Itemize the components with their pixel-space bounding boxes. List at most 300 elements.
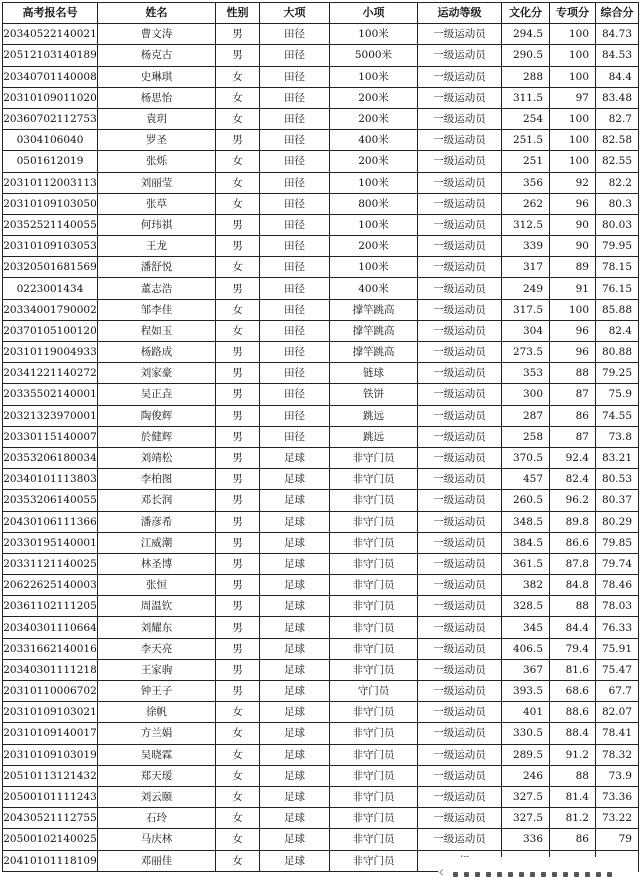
cell-total-score: 82.2: [596, 172, 639, 193]
cell-level: 一级运动员: [418, 45, 502, 66]
cell-name: 曹文涛: [98, 24, 216, 45]
cell-name: 王龙: [98, 236, 216, 257]
cell-total-score: 67.7: [596, 681, 639, 702]
chevron-left-icon: ‹: [438, 861, 445, 881]
cell-name: 吴正垚: [98, 384, 216, 405]
table-row: [3, 405, 639, 426]
cell-name: 杨思怡: [98, 87, 216, 108]
cell-name: 刘耀东: [98, 617, 216, 638]
table-row: [3, 278, 639, 299]
cell-special-score: 87: [550, 384, 596, 405]
cell-category: 田径: [260, 363, 330, 384]
cell-culture-score: 356: [502, 172, 550, 193]
cell-total-score: 79.85: [596, 532, 639, 553]
cell-name: 张烁: [98, 151, 216, 172]
cell-culture-score: 348.5: [502, 511, 550, 532]
cell-culture-score: 317: [502, 257, 550, 278]
cell-total-score: 79: [596, 829, 639, 850]
cell-exam-id: 20353206180034: [3, 447, 98, 468]
cell-special-score: 91.2: [550, 744, 596, 765]
cell-gender: 男: [216, 532, 260, 553]
cell-total-score: 78.15: [596, 257, 639, 278]
cell-level: 一级运动员: [418, 596, 502, 617]
cell-culture-score: 304: [502, 320, 550, 341]
table-row: [3, 469, 639, 490]
cell-event: 非守门员: [330, 617, 418, 638]
cell-exam-id: 20335502140001: [3, 384, 98, 405]
cell-exam-id: 20340301110664: [3, 617, 98, 638]
cell-culture-score: 311.5: [502, 87, 550, 108]
cell-exam-id: 20622625140003: [3, 575, 98, 596]
cell-gender: 男: [216, 490, 260, 511]
cell-total-score: 84.73: [596, 24, 639, 45]
header-total-score: 综合分: [596, 3, 639, 24]
cell-gender: 女: [216, 808, 260, 829]
cell-event: 非守门员: [330, 575, 418, 596]
cell-culture-score: 361.5: [502, 553, 550, 574]
cell-level: 一级运动员: [418, 130, 502, 151]
cell-special-score: 89: [550, 257, 596, 278]
cell-gender: 男: [216, 214, 260, 235]
cell-level: 一级运动员: [418, 108, 502, 129]
header-exam-id: 高考报名号: [3, 3, 98, 24]
header-row: [3, 3, 639, 24]
cell-level: 一级运动员: [418, 744, 502, 765]
cell-name: 刘丽莹: [98, 172, 216, 193]
table-row: [3, 765, 639, 786]
cell-name: 袁玥: [98, 108, 216, 129]
cell-gender: 男: [216, 45, 260, 66]
cell-category: 足球: [260, 786, 330, 807]
cell-level: 一级运动员: [418, 278, 502, 299]
header-event: 小项: [330, 3, 418, 24]
cell-gender: 男: [216, 130, 260, 151]
cell-total-score: 79.25: [596, 363, 639, 384]
cell-special-score: 100: [550, 66, 596, 87]
cell-culture-score: 328.5: [502, 596, 550, 617]
table-row: [3, 681, 639, 702]
cell-event: 200米: [330, 87, 418, 108]
cell-special-score: 100: [550, 151, 596, 172]
cell-exam-id: 20340101113803: [3, 469, 98, 490]
cell-gender: 女: [216, 172, 260, 193]
cell-special-score: 96: [550, 320, 596, 341]
cell-event: 5000米: [330, 45, 418, 66]
cell-gender: 女: [216, 829, 260, 850]
cell-category: 足球: [260, 511, 330, 532]
cell-name: 陶俊辉: [98, 405, 216, 426]
cell-level: 一级运动员: [418, 702, 502, 723]
cell-category: 田径: [260, 384, 330, 405]
cell-gender: 女: [216, 257, 260, 278]
cell-event: 非守门员: [330, 596, 418, 617]
cell-category: 足球: [260, 490, 330, 511]
cell-exam-id: 0304106040: [3, 130, 98, 151]
cell-gender: 女: [216, 66, 260, 87]
cell-name: 何玮祺: [98, 214, 216, 235]
cell-culture-score: 289.5: [502, 744, 550, 765]
cell-exam-id: 20310110006702: [3, 681, 98, 702]
table-row: [3, 236, 639, 257]
cell-exam-id: 20320501681569: [3, 257, 98, 278]
cell-level: 一级运动员: [418, 575, 502, 596]
cell-exam-id: 20310119004933: [3, 342, 98, 363]
cell-gender: 男: [216, 469, 260, 490]
cell-level: 一级运动员: [418, 553, 502, 574]
cell-event: 100米: [330, 172, 418, 193]
cell-category: 田径: [260, 299, 330, 320]
cell-culture-score: 300: [502, 384, 550, 405]
cell-exam-id: 20310109140017: [3, 723, 98, 744]
cell-category: 田径: [260, 151, 330, 172]
table-row: [3, 151, 639, 172]
cell-category: 足球: [260, 659, 330, 680]
cell-gender: 男: [216, 405, 260, 426]
cell-special-score: 88: [550, 765, 596, 786]
cell-event: 100米: [330, 66, 418, 87]
cell-category: 田径: [260, 278, 330, 299]
cell-event: 800米: [330, 193, 418, 214]
watermark-overlay: [438, 857, 638, 885]
cell-culture-score: 382: [502, 575, 550, 596]
cell-culture-score: 367: [502, 659, 550, 680]
cell-culture-score: 384.5: [502, 532, 550, 553]
cell-level: 一级运动员: [418, 786, 502, 807]
cell-category: 足球: [260, 808, 330, 829]
table-row: [3, 617, 639, 638]
cell-culture-score: 262: [502, 193, 550, 214]
cell-event: 铁饼: [330, 384, 418, 405]
table-row: [3, 553, 639, 574]
cell-special-score: 100: [550, 108, 596, 129]
cell-level: 一级运动员: [418, 87, 502, 108]
cell-gender: 男: [216, 575, 260, 596]
cell-gender: 女: [216, 850, 260, 871]
table-row: [3, 384, 639, 405]
cell-exam-id: 20331662140016: [3, 638, 98, 659]
cell-special-score: 82.4: [550, 469, 596, 490]
cell-name: 李柏图: [98, 469, 216, 490]
cell-level: 一级运动员: [418, 469, 502, 490]
cell-culture-score: 294.5: [502, 24, 550, 45]
cell-gender: 女: [216, 108, 260, 129]
cell-total-score: 83.21: [596, 447, 639, 468]
cell-gender: 女: [216, 744, 260, 765]
cell-total-score: 80.03: [596, 214, 639, 235]
cell-level: 一级运动员: [418, 808, 502, 829]
cell-exam-id: 20334001790002: [3, 299, 98, 320]
cell-event: 守门员: [330, 681, 418, 702]
cell-culture-score: 345: [502, 617, 550, 638]
cell-total-score: 82.7: [596, 108, 639, 129]
table-row: [3, 808, 639, 829]
cell-category: 足球: [260, 447, 330, 468]
dots-icon: [450, 862, 615, 881]
cell-level: 一级运动员: [418, 363, 502, 384]
cell-level: 一级运动员: [418, 659, 502, 680]
cell-exam-id: 20510113121432: [3, 765, 98, 786]
table-row: [3, 426, 639, 447]
cell-gender: 男: [216, 426, 260, 447]
cell-total-score: 73.8: [596, 426, 639, 447]
cell-special-score: 89.8: [550, 511, 596, 532]
cell-name: 钟王子: [98, 681, 216, 702]
cell-culture-score: 260.5: [502, 490, 550, 511]
cell-gender: 男: [216, 511, 260, 532]
cell-category: 足球: [260, 850, 330, 871]
cell-gender: 男: [216, 681, 260, 702]
cell-event: 非守门员: [330, 469, 418, 490]
cell-special-score: 81.6: [550, 659, 596, 680]
table-row: [3, 575, 639, 596]
cell-event: 100米: [330, 214, 418, 235]
cell-culture-score: 401: [502, 702, 550, 723]
cell-gender: 男: [216, 553, 260, 574]
cell-name: 潘舒悦: [98, 257, 216, 278]
header-culture-score: 文化分: [502, 3, 550, 24]
cell-name: 李天亮: [98, 638, 216, 659]
cell-total-score: 84.4: [596, 66, 639, 87]
cell-special-score: 92.4: [550, 447, 596, 468]
cell-exam-id: 20310112003113: [3, 172, 98, 193]
cell-total-score: 84.53: [596, 45, 639, 66]
cell-category: 足球: [260, 638, 330, 659]
table-row: [3, 214, 639, 235]
cell-level: 一级运动员: [418, 172, 502, 193]
cell-name: 徐帆: [98, 702, 216, 723]
cell-event: 非守门员: [330, 447, 418, 468]
cell-exam-id: 20500102140025: [3, 829, 98, 850]
table-row: [3, 490, 639, 511]
table-row: [3, 638, 639, 659]
cell-event: 非守门员: [330, 490, 418, 511]
cell-special-score: 92: [550, 172, 596, 193]
cell-exam-id: 20360702112753: [3, 108, 98, 129]
cell-total-score: 79.95: [596, 236, 639, 257]
cell-category: 足球: [260, 575, 330, 596]
cell-category: 田径: [260, 214, 330, 235]
table-row: [3, 659, 639, 680]
cell-total-score: 85.88: [596, 299, 639, 320]
header-special-score: 专项分: [550, 3, 596, 24]
cell-special-score: 100: [550, 130, 596, 151]
cell-name: 林圣博: [98, 553, 216, 574]
cell-level: 一级运动员: [418, 342, 502, 363]
table-row: [3, 829, 639, 850]
cell-special-score: 84.4: [550, 617, 596, 638]
cell-category: 足球: [260, 617, 330, 638]
cell-culture-score: 336: [502, 829, 550, 850]
cell-name: 张恒: [98, 575, 216, 596]
cell-event: 200米: [330, 151, 418, 172]
cell-total-score: 75.9: [596, 384, 639, 405]
cell-total-score: 80.37: [596, 490, 639, 511]
cell-level: 一级运动员: [418, 384, 502, 405]
cell-total-score: 75.47: [596, 659, 639, 680]
cell-event: 非守门员: [330, 829, 418, 850]
cell-special-score: 86: [550, 405, 596, 426]
cell-special-score: 81.2: [550, 808, 596, 829]
cell-name: 周温钦: [98, 596, 216, 617]
table-row: [3, 66, 639, 87]
cell-level: 一级运动员: [418, 638, 502, 659]
cell-culture-score: 287: [502, 405, 550, 426]
cell-name: 郑天瑷: [98, 765, 216, 786]
table-row: [3, 342, 639, 363]
cell-level: 一级运动员: [418, 214, 502, 235]
cell-level: 一级运动员: [418, 532, 502, 553]
table-row: [3, 257, 639, 278]
cell-exam-id: 20353206140055: [3, 490, 98, 511]
cell-category: 足球: [260, 469, 330, 490]
cell-name: 潘彦希: [98, 511, 216, 532]
cell-special-score: 87: [550, 426, 596, 447]
cell-exam-id: 20430106111366: [3, 511, 98, 532]
cell-exam-id: 20500101111243: [3, 786, 98, 807]
cell-level: 一级运动员: [418, 24, 502, 45]
cell-category: 田径: [260, 320, 330, 341]
cell-special-score: 86.6: [550, 532, 596, 553]
cell-category: 田径: [260, 426, 330, 447]
cell-level: 一级运动员: [418, 681, 502, 702]
cell-culture-score: 254: [502, 108, 550, 129]
cell-culture-score: 339: [502, 236, 550, 257]
cell-exam-id: 0223001434: [3, 278, 98, 299]
cell-category: 田径: [260, 66, 330, 87]
cell-level: 一级运动员: [418, 320, 502, 341]
cell-level: 一级运动员: [418, 426, 502, 447]
cell-level: 一级运动员: [418, 236, 502, 257]
cell-special-score: 90: [550, 214, 596, 235]
cell-culture-score: 370.5: [502, 447, 550, 468]
cell-gender: 女: [216, 299, 260, 320]
cell-total-score: 78.41: [596, 723, 639, 744]
cell-special-score: 88: [550, 363, 596, 384]
table-row: [3, 532, 639, 553]
cell-name: 邓丽佳: [98, 850, 216, 871]
cell-event: 非守门员: [330, 850, 418, 871]
cell-name: 王家驹: [98, 659, 216, 680]
cell-culture-score: 312.5: [502, 214, 550, 235]
cell-gender: 女: [216, 87, 260, 108]
header-name: 姓名: [98, 3, 216, 24]
cell-event: 非守门员: [330, 511, 418, 532]
cell-category: 田径: [260, 24, 330, 45]
cell-culture-score: 393.5: [502, 681, 550, 702]
cell-gender: 女: [216, 320, 260, 341]
cell-culture-score: 258: [502, 426, 550, 447]
cell-exam-id: 20370105100120: [3, 320, 98, 341]
cell-special-score: 100: [550, 45, 596, 66]
cell-category: 足球: [260, 596, 330, 617]
cell-category: 田径: [260, 342, 330, 363]
cell-event: 非守门员: [330, 659, 418, 680]
cell-exam-id: 20512103140189: [3, 45, 98, 66]
cell-special-score: 88: [550, 596, 596, 617]
cell-special-score: 96: [550, 342, 596, 363]
cell-culture-score: 353: [502, 363, 550, 384]
cell-event: 跳远: [330, 405, 418, 426]
cell-gender: 女: [216, 786, 260, 807]
cell-level: 一级运动员: [418, 193, 502, 214]
cell-name: 石玲: [98, 808, 216, 829]
cell-category: 田径: [260, 405, 330, 426]
cell-special-score: 91: [550, 278, 596, 299]
cell-name: 邓长润: [98, 490, 216, 511]
cell-culture-score: 317.5: [502, 299, 550, 320]
cell-special-score: 86: [550, 829, 596, 850]
cell-category: 田径: [260, 236, 330, 257]
cell-name: 马庆林: [98, 829, 216, 850]
cell-exam-id: 20310109103050: [3, 193, 98, 214]
cell-exam-id: 20331121140025: [3, 553, 98, 574]
cell-level: 一级运动员: [418, 765, 502, 786]
cell-total-score: 80.29: [596, 511, 639, 532]
cell-level: 一级运动员: [418, 829, 502, 850]
cell-total-score: 74.55: [596, 405, 639, 426]
cell-category: 足球: [260, 681, 330, 702]
table-row: [3, 723, 639, 744]
cell-culture-score: 457: [502, 469, 550, 490]
cell-exam-id: 20352521140055: [3, 214, 98, 235]
cell-gender: 男: [216, 278, 260, 299]
cell-event: 非守门员: [330, 808, 418, 829]
cell-total-score: 73.9: [596, 765, 639, 786]
cell-level: 一级运动员: [418, 617, 502, 638]
cell-category: 田径: [260, 193, 330, 214]
cell-total-score: 80.88: [596, 342, 639, 363]
header-gender: 性别: [216, 3, 260, 24]
cell-event: 撑竿跳高: [330, 299, 418, 320]
cell-gender: 女: [216, 151, 260, 172]
cell-gender: 女: [216, 765, 260, 786]
cell-exam-id: 20430521112755: [3, 808, 98, 829]
cell-event: 撑竿跳高: [330, 342, 418, 363]
table-row: [3, 24, 639, 45]
cell-exam-id: 20340522140021: [3, 24, 98, 45]
cell-category: 田径: [260, 130, 330, 151]
table-row: [3, 172, 639, 193]
cell-culture-score: 330.5: [502, 723, 550, 744]
cell-event: 撑竿跳高: [330, 320, 418, 341]
cell-event: 200米: [330, 236, 418, 257]
cell-exam-id: 20361102111205: [3, 596, 98, 617]
cell-gender: 女: [216, 193, 260, 214]
table-row: [3, 786, 639, 807]
cell-event: 200米: [330, 108, 418, 129]
cell-gender: 女: [216, 723, 260, 744]
cell-level: 一级运动员: [418, 66, 502, 87]
cell-event: 非守门员: [330, 786, 418, 807]
table-row: [3, 108, 639, 129]
cell-gender: 男: [216, 617, 260, 638]
cell-level: 一级运动员: [418, 490, 502, 511]
cell-gender: 男: [216, 384, 260, 405]
cell-total-score: 78.46: [596, 575, 639, 596]
cell-culture-score: 273.5: [502, 342, 550, 363]
cell-exam-id: 20330115140007: [3, 426, 98, 447]
cell-event: 100米: [330, 257, 418, 278]
cell-event: 链球: [330, 363, 418, 384]
cell-exam-id: 20330195140001: [3, 532, 98, 553]
cell-event: 非守门员: [330, 744, 418, 765]
cell-special-score: 97: [550, 87, 596, 108]
cell-exam-id: 0501612019: [3, 151, 98, 172]
cell-name: 张草: [98, 193, 216, 214]
cell-culture-score: 327.5: [502, 786, 550, 807]
cell-total-score: 80.3: [596, 193, 639, 214]
cell-special-score: 100: [550, 24, 596, 45]
